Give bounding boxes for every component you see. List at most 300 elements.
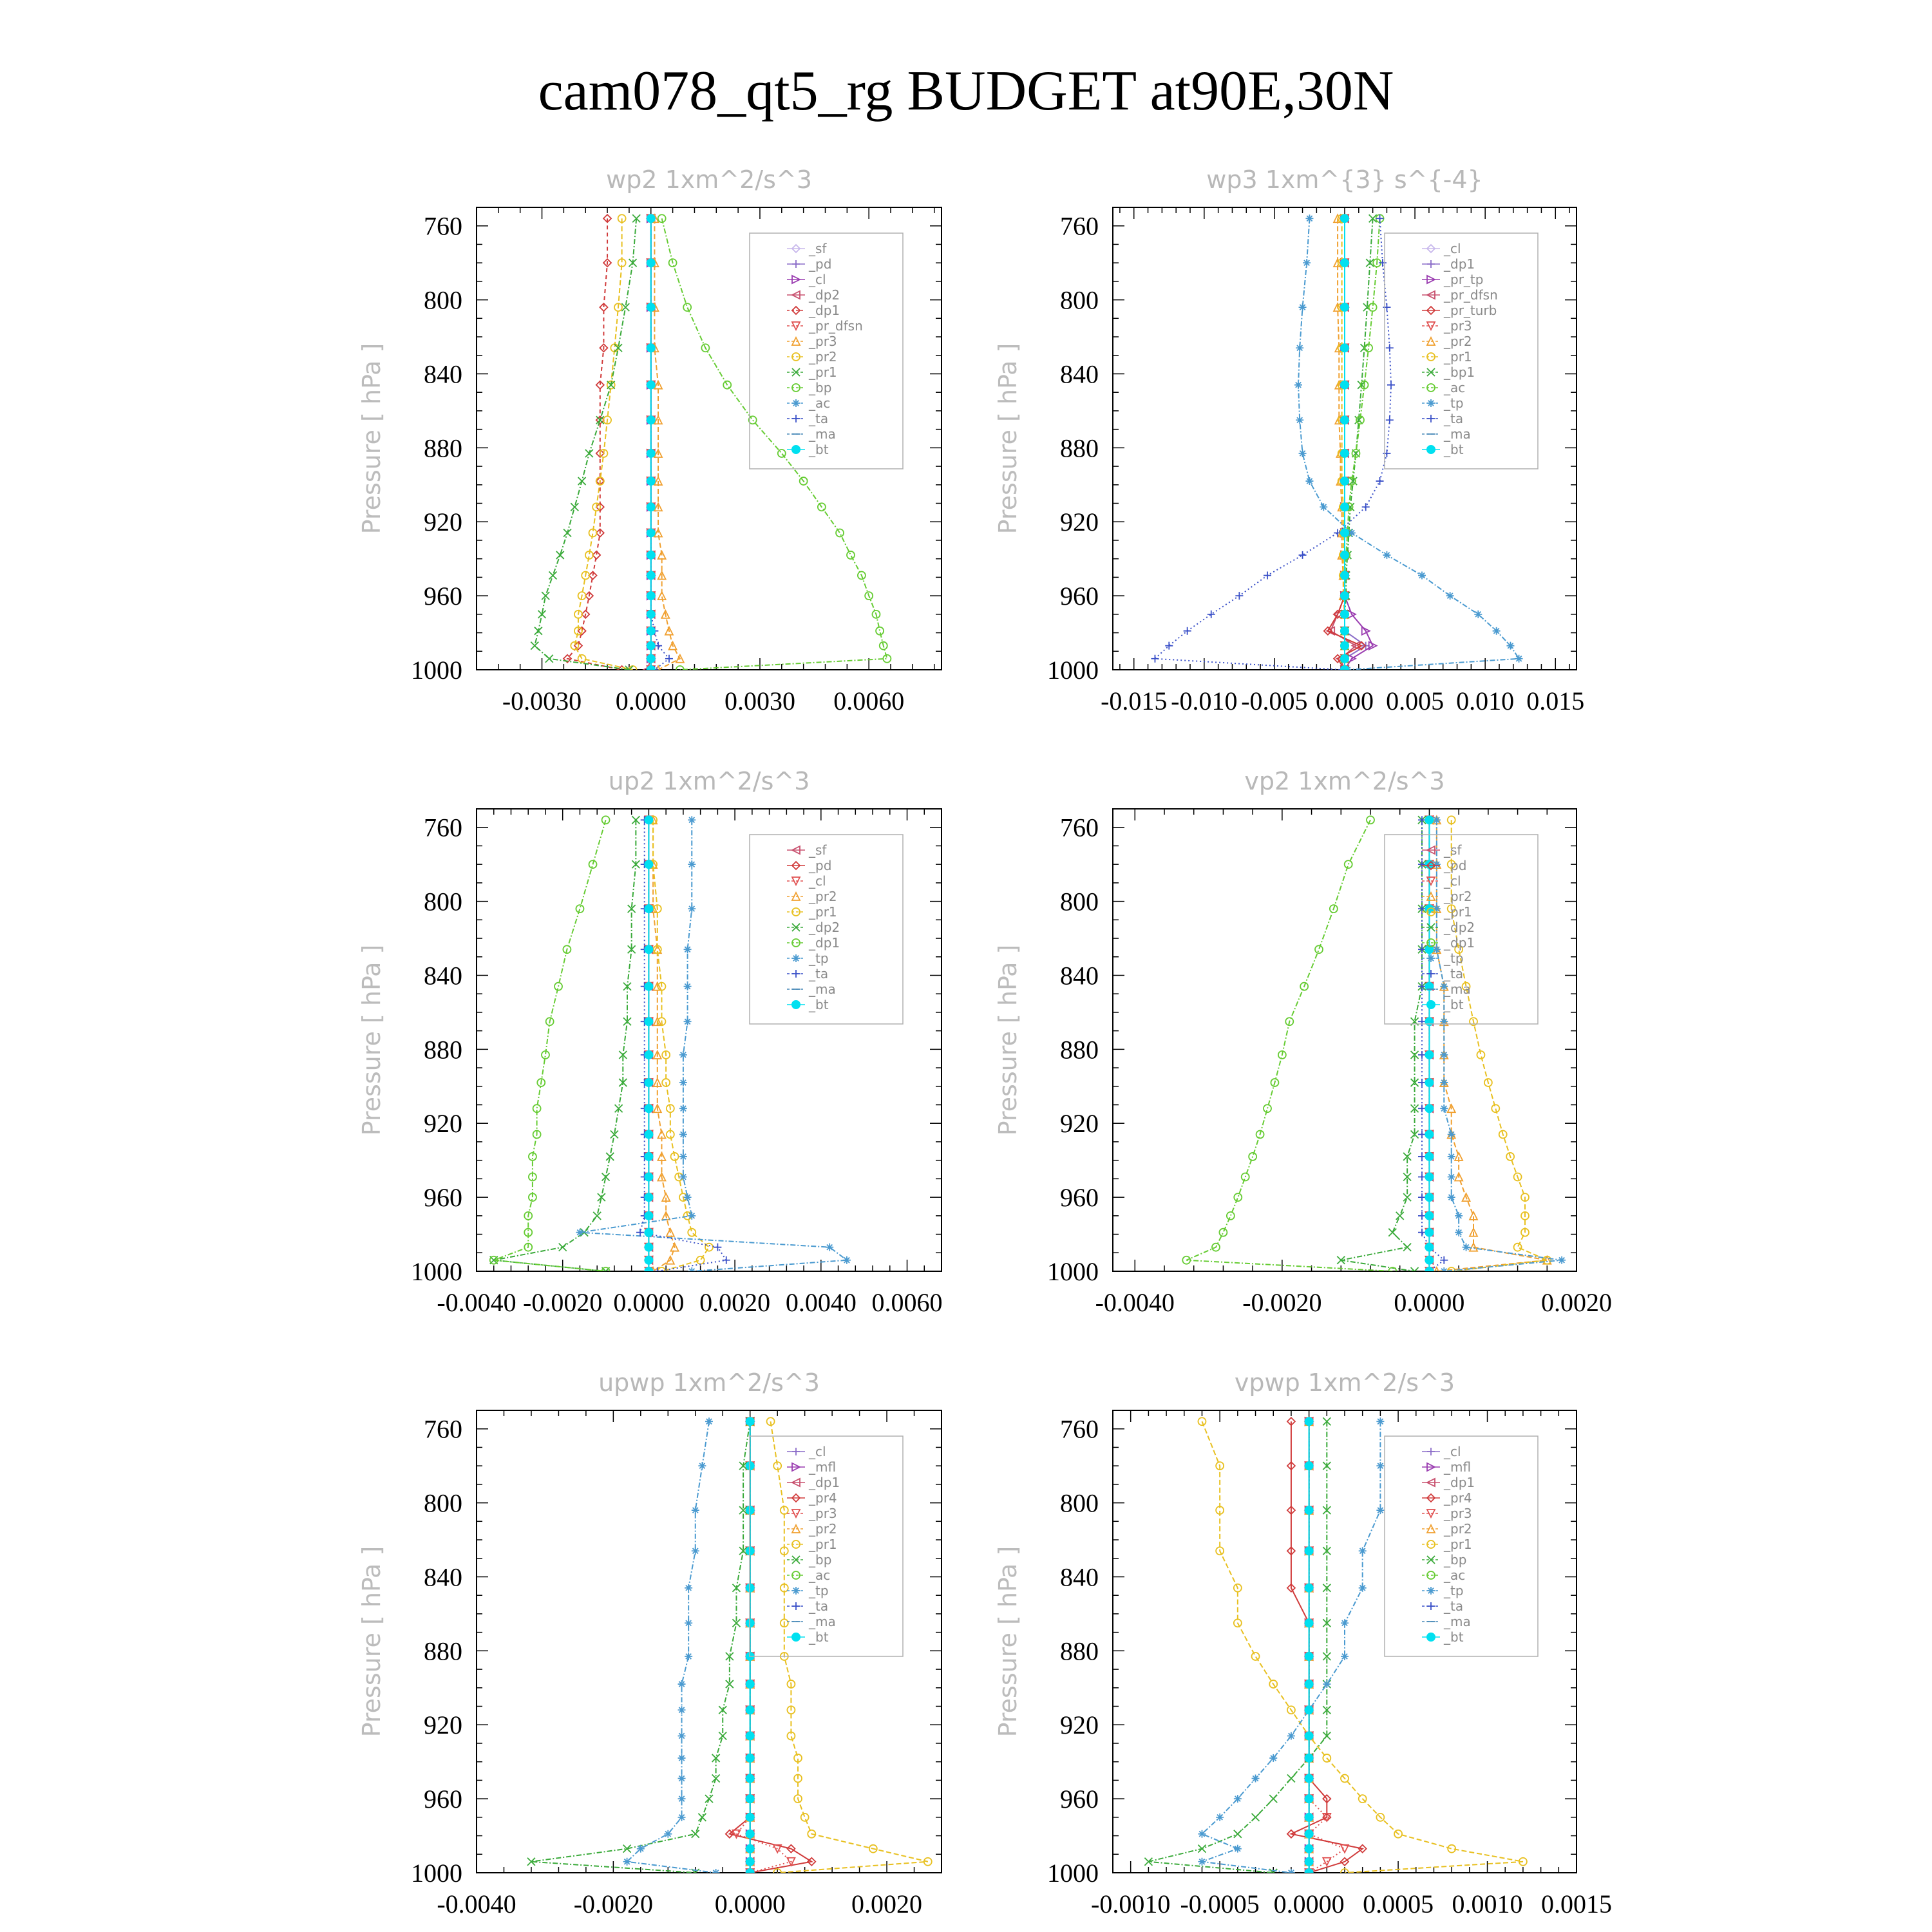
data-point	[1305, 1813, 1314, 1822]
legend-label: _cl	[1444, 241, 1461, 256]
legend-label: _pd	[809, 256, 832, 272]
x-tick-label: 0.0060	[871, 1288, 943, 1317]
series-line	[1338, 218, 1345, 670]
y-tick-label: 800	[1060, 285, 1099, 315]
series-line	[1186, 820, 1392, 1271]
data-point	[1165, 642, 1173, 650]
series-pr2	[571, 214, 636, 674]
tick-marks	[477, 207, 942, 670]
data-point	[1440, 1104, 1448, 1112]
legend-marker	[792, 1602, 800, 1610]
series-line	[531, 1421, 750, 1873]
x-tick-label: -0.0005	[1180, 1889, 1260, 1918]
x-tick-label: 0.0015	[1541, 1889, 1612, 1918]
data-point	[1340, 528, 1349, 537]
data-point	[1305, 1830, 1314, 1839]
data-point	[1425, 1256, 1434, 1265]
legend-label: _pr1	[809, 1537, 837, 1552]
data-point	[1418, 1130, 1426, 1138]
data-point	[1514, 1244, 1522, 1251]
x-tick-label: -0.015	[1101, 687, 1168, 715]
data-point	[746, 1731, 755, 1740]
data-point	[531, 642, 538, 650]
data-point	[644, 1152, 653, 1161]
legend-entry	[787, 1444, 826, 1459]
legend-label: _bt	[1444, 1629, 1464, 1645]
legend-label: _pr3	[809, 1506, 837, 1521]
data-point	[1425, 1173, 1434, 1182]
legend-label: _ta	[809, 966, 829, 981]
legend-marker	[791, 445, 800, 454]
series-pr1	[649, 816, 713, 1275]
data-point	[697, 1256, 705, 1264]
data-point	[1219, 1229, 1227, 1236]
y-tick-label: 1000	[1047, 1257, 1099, 1286]
series-bt	[644, 815, 653, 1276]
legend-entry	[787, 997, 829, 1012]
data-point	[647, 502, 656, 511]
y-tick-label: 1000	[1047, 1859, 1099, 1888]
legend-label: _ma	[809, 426, 836, 442]
data-point	[1418, 1051, 1426, 1059]
data-point	[1425, 1228, 1434, 1237]
x-tick-label: 0.0020	[851, 1889, 923, 1918]
legend-marker	[1426, 1633, 1435, 1642]
data-point	[1558, 1256, 1566, 1264]
legend-entry	[787, 256, 831, 272]
legend-label: _pr_tp	[1444, 272, 1484, 287]
data-point	[647, 654, 656, 663]
legend-label: _pr_dfsn	[809, 318, 863, 334]
data-point	[644, 1193, 653, 1202]
series-group	[531, 214, 891, 674]
data-point	[746, 1774, 755, 1783]
data-point	[1252, 1653, 1260, 1660]
y-axis-label: Pressure [ hPa ]	[357, 944, 386, 1136]
data-point	[1340, 627, 1349, 636]
legend-label: _mfl	[1444, 1459, 1472, 1475]
y-tick-label: 760	[424, 211, 462, 241]
series-line	[1202, 1421, 1522, 1873]
series-line	[1155, 218, 1391, 670]
data-point	[1376, 477, 1384, 485]
y-tick-label: 920	[1060, 507, 1099, 537]
legend-entry	[1422, 966, 1463, 981]
data-point	[883, 655, 891, 663]
data-point	[1492, 1104, 1499, 1112]
legend-label: _pd	[809, 858, 832, 873]
data-point	[746, 1705, 755, 1714]
data-point	[1440, 1267, 1448, 1275]
y-tick-label: 880	[1060, 1636, 1099, 1666]
data-point	[1234, 1193, 1242, 1201]
legend-entry	[787, 442, 829, 457]
y-tick-label: 920	[424, 1109, 462, 1139]
data-point	[1305, 1680, 1314, 1689]
data-point	[698, 1814, 706, 1821]
legend-label: _cl	[809, 873, 826, 889]
tick-marks	[1113, 809, 1577, 1271]
y-tick-label: 840	[424, 359, 462, 389]
series-line	[1345, 218, 1373, 670]
series-bt	[1425, 815, 1434, 1276]
series-bt	[1305, 1417, 1314, 1877]
data-point	[1506, 642, 1514, 650]
data-point	[688, 860, 696, 868]
data-point	[1252, 1814, 1260, 1821]
series-group	[527, 1417, 932, 1877]
y-tick-label: 840	[1060, 1562, 1099, 1592]
legend-entry	[1422, 1521, 1472, 1537]
data-point	[1340, 343, 1349, 352]
data-point	[684, 1193, 692, 1201]
series-tp	[1294, 214, 1523, 674]
data-point	[746, 1844, 755, 1853]
legend-entry	[1422, 380, 1465, 395]
data-point	[1340, 415, 1349, 424]
panel-title: upwp 1xm^2/s^3	[598, 1368, 820, 1397]
legend-label: _tp	[809, 951, 829, 966]
data-point	[644, 815, 653, 824]
data-point	[685, 1584, 692, 1592]
data-point	[684, 1018, 692, 1025]
data-point	[1418, 1212, 1426, 1220]
data-point	[678, 1706, 686, 1714]
legend-entry	[787, 1583, 829, 1598]
series-line	[662, 218, 887, 670]
legend-label: _pd	[1444, 858, 1467, 873]
data-point	[1320, 503, 1327, 511]
legend-entry	[787, 1490, 837, 1506]
legend	[1385, 835, 1538, 1024]
series-line	[1291, 1421, 1363, 1873]
legend-entry	[1422, 334, 1472, 349]
y-axis-label: Pressure [ hPa ]	[994, 944, 1022, 1136]
series-bp	[1144, 1417, 1331, 1877]
legend-marker	[792, 415, 800, 422]
data-point	[1418, 1229, 1426, 1236]
y-tick-label: 760	[1060, 1414, 1099, 1444]
data-point	[1340, 551, 1349, 560]
y-axis-label: Pressure [ hPa ]	[994, 1546, 1022, 1738]
panel-title: vp2 1xm^2/s^3	[1244, 767, 1445, 795]
data-point	[559, 1244, 567, 1251]
legend-entry	[1422, 1490, 1472, 1506]
legend-label: _ac	[1444, 1567, 1466, 1583]
series-bp	[658, 214, 891, 674]
legend-entry	[787, 1459, 836, 1475]
y-tick-label: 880	[424, 1636, 462, 1666]
y-tick-label: 760	[1060, 211, 1099, 241]
data-point	[1340, 641, 1349, 650]
legend-entry	[1422, 365, 1475, 380]
y-tick-label: 880	[1060, 433, 1099, 463]
data-point	[679, 1079, 687, 1086]
data-point	[843, 1256, 851, 1264]
series-bp1	[1341, 214, 1377, 674]
legend-entry	[1422, 1552, 1466, 1567]
series-dp1	[564, 214, 626, 674]
x-tick-label: 0.0000	[613, 1288, 685, 1317]
data-point	[556, 551, 564, 559]
legend-label: _bp	[809, 380, 832, 395]
legend-label: _cl	[1444, 1444, 1461, 1459]
data-point	[1340, 258, 1349, 267]
data-point	[705, 1795, 713, 1803]
data-point	[1425, 1078, 1434, 1087]
data-point	[746, 1830, 755, 1839]
data-point	[571, 503, 578, 511]
y-tick-label: 880	[424, 1035, 462, 1065]
data-point	[1305, 1754, 1314, 1763]
legend-entry	[787, 426, 836, 442]
legend-label: _pr1	[1444, 904, 1472, 920]
data-point	[1388, 1229, 1396, 1236]
data-point	[1264, 1104, 1271, 1112]
legend-label: _bp1	[1444, 365, 1475, 380]
legend-label: _pr2	[1444, 1521, 1472, 1537]
legend-label: _ac	[809, 1567, 831, 1583]
legend-marker	[791, 1000, 800, 1009]
legend-entry	[1422, 873, 1461, 889]
data-point	[644, 1267, 653, 1276]
data-point	[746, 1754, 755, 1763]
legend-label: _ac	[1444, 380, 1466, 395]
data-point	[826, 1244, 833, 1251]
legend-entry	[787, 858, 831, 873]
legend-label: _sf	[1444, 842, 1462, 858]
tick-marks	[477, 1410, 942, 1873]
legend-entry	[1422, 1614, 1471, 1629]
data-point	[1448, 1193, 1455, 1201]
data-point	[644, 1228, 653, 1237]
data-point	[1376, 1506, 1384, 1514]
data-point	[644, 982, 653, 991]
series-dp1	[1182, 816, 1396, 1275]
data-point	[1305, 1705, 1314, 1714]
data-point	[679, 1130, 687, 1138]
legend-entry	[787, 966, 828, 981]
data-point	[1359, 1547, 1367, 1555]
x-tick-label: 0.0000	[1394, 1288, 1465, 1317]
data-point	[1252, 1775, 1260, 1783]
data-point	[644, 1211, 653, 1220]
data-point	[1303, 259, 1311, 267]
figure-title: cam078_qt5_rg BUDGET at90E,30N	[538, 60, 1394, 122]
data-point	[1493, 627, 1501, 635]
data-point	[1340, 303, 1349, 312]
y-tick-label: 960	[424, 1785, 462, 1814]
data-point	[1455, 1212, 1463, 1220]
legend-label: _pr1	[809, 365, 837, 380]
legend-label: _dp1	[809, 935, 840, 951]
chart-panel-1	[357, 166, 942, 715]
legend-label: _sf	[809, 842, 827, 858]
legend-label: _bt	[1444, 442, 1464, 457]
data-point	[1151, 655, 1159, 663]
legend-entry	[787, 842, 827, 858]
legend	[750, 1436, 903, 1656]
series-line	[653, 820, 674, 1271]
data-point	[1305, 1584, 1314, 1593]
legend-entry	[1422, 303, 1497, 318]
data-point	[1440, 1051, 1448, 1059]
x-tick-label: -0.005	[1241, 687, 1308, 715]
y-tick-label: 760	[424, 1414, 462, 1444]
data-point	[644, 904, 653, 913]
plot-frame	[477, 809, 942, 1271]
legend	[750, 835, 903, 1024]
x-tick-label: -0.0040	[437, 1288, 516, 1317]
series-line	[535, 218, 636, 670]
series-line	[580, 820, 846, 1271]
data-point	[719, 1732, 726, 1739]
data-point	[1386, 344, 1394, 352]
y-tick-label: 840	[1060, 961, 1099, 990]
data-point	[1305, 1857, 1314, 1866]
data-point	[647, 449, 656, 458]
series-ta	[636, 816, 730, 1275]
legend-label: _pr2	[809, 1521, 837, 1537]
series-ac	[1341, 214, 1384, 674]
legend-entry	[787, 1475, 840, 1490]
legend-label: _ta	[1444, 966, 1464, 981]
series-line	[1422, 820, 1444, 1271]
data-point	[685, 1619, 692, 1627]
legend-entry	[787, 1521, 837, 1537]
data-point	[684, 983, 692, 990]
data-point	[712, 1869, 720, 1877]
legend-label: _bt	[809, 442, 829, 457]
data-point	[876, 627, 884, 635]
legend-marker	[1427, 970, 1435, 978]
series-line	[627, 1421, 716, 1873]
legend-label: _dp1	[1444, 935, 1475, 951]
data-point	[836, 529, 844, 536]
x-tick-label: 0.0060	[833, 687, 905, 715]
series-pr4	[726, 1417, 815, 1877]
data-point	[1340, 665, 1349, 674]
series-ta	[1151, 214, 1395, 674]
y-tick-label: 1000	[411, 656, 462, 685]
data-point	[1198, 1830, 1206, 1838]
data-point	[576, 905, 583, 913]
data-point	[647, 528, 656, 537]
data-point	[698, 1462, 706, 1470]
data-point	[1448, 1173, 1455, 1181]
legend-label: _dp1	[809, 303, 840, 318]
x-tick-label: -0.010	[1171, 687, 1238, 715]
data-point	[1305, 214, 1313, 222]
legend-entry	[787, 395, 830, 411]
x-tick-label: 0.005	[1386, 687, 1444, 715]
legend-entry	[787, 935, 840, 951]
data-point	[1387, 381, 1395, 389]
data-point	[644, 1130, 653, 1139]
data-point	[1305, 1461, 1314, 1470]
legend-label: _bp	[809, 1552, 832, 1567]
data-point	[637, 1845, 645, 1853]
data-point	[644, 1243, 653, 1252]
data-point	[644, 945, 653, 954]
legend-entry	[787, 1614, 836, 1629]
data-point	[576, 1229, 583, 1236]
legend-entry	[1422, 1475, 1475, 1490]
data-point	[1340, 610, 1349, 619]
legend-label: _pr3	[809, 334, 837, 349]
data-point	[1433, 816, 1441, 824]
x-tick-label: -0.0030	[502, 687, 582, 715]
y-tick-label: 960	[1060, 1183, 1099, 1213]
y-tick-label: 920	[1060, 1710, 1099, 1740]
x-tick-label: 0.0000	[615, 687, 687, 715]
data-point	[1425, 1050, 1434, 1059]
data-point	[647, 610, 656, 619]
data-point	[1515, 655, 1523, 663]
data-point	[678, 1775, 686, 1783]
data-point	[1433, 945, 1441, 953]
data-point	[1418, 1173, 1426, 1181]
data-point	[564, 529, 571, 536]
data-point	[647, 591, 656, 600]
data-point	[1234, 1795, 1242, 1803]
legend-entry	[1422, 256, 1475, 272]
series-group	[1182, 815, 1566, 1276]
series-dp2	[490, 816, 640, 1275]
legend-entry	[787, 1629, 829, 1645]
data-point	[688, 1212, 696, 1220]
data-point	[549, 572, 556, 580]
legend-label: _pr3	[1444, 1506, 1472, 1521]
data-point	[644, 1173, 653, 1182]
data-point	[683, 303, 691, 311]
y-tick-label: 800	[424, 1488, 462, 1518]
chart-panel-3	[357, 767, 943, 1317]
legend-label: _tp	[1444, 395, 1464, 411]
data-point	[647, 258, 656, 267]
data-point	[647, 477, 656, 486]
series-line	[494, 820, 606, 1271]
legend-entry	[1422, 272, 1483, 287]
legend-label: _pr2	[809, 889, 837, 904]
legend-label: _ta	[809, 1598, 829, 1614]
series-dp1	[490, 816, 610, 1275]
legend-label: _pr1	[809, 904, 837, 920]
data-point	[647, 343, 656, 352]
legend-entry	[787, 920, 840, 935]
legend-label: _dp2	[1444, 920, 1475, 935]
data-point	[1403, 1193, 1411, 1201]
legend-label: _bt	[809, 1629, 829, 1645]
data-point	[1340, 449, 1349, 458]
legend	[750, 233, 903, 469]
legend-entry	[787, 334, 837, 349]
data-point	[1227, 1212, 1235, 1220]
series-bp	[527, 1417, 754, 1877]
legend-label: _cl	[1444, 873, 1461, 889]
data-point	[644, 1050, 653, 1059]
data-point	[1234, 1845, 1242, 1853]
series-pr-tp	[1341, 214, 1377, 674]
data-point	[1341, 1845, 1349, 1853]
legend-entry	[787, 981, 836, 997]
data-point	[647, 214, 656, 223]
data-point	[692, 1506, 699, 1514]
y-tick-label: 840	[424, 961, 462, 990]
data-point	[647, 551, 656, 560]
x-tick-label: 0.0000	[1273, 1889, 1345, 1918]
legend	[1385, 233, 1538, 469]
